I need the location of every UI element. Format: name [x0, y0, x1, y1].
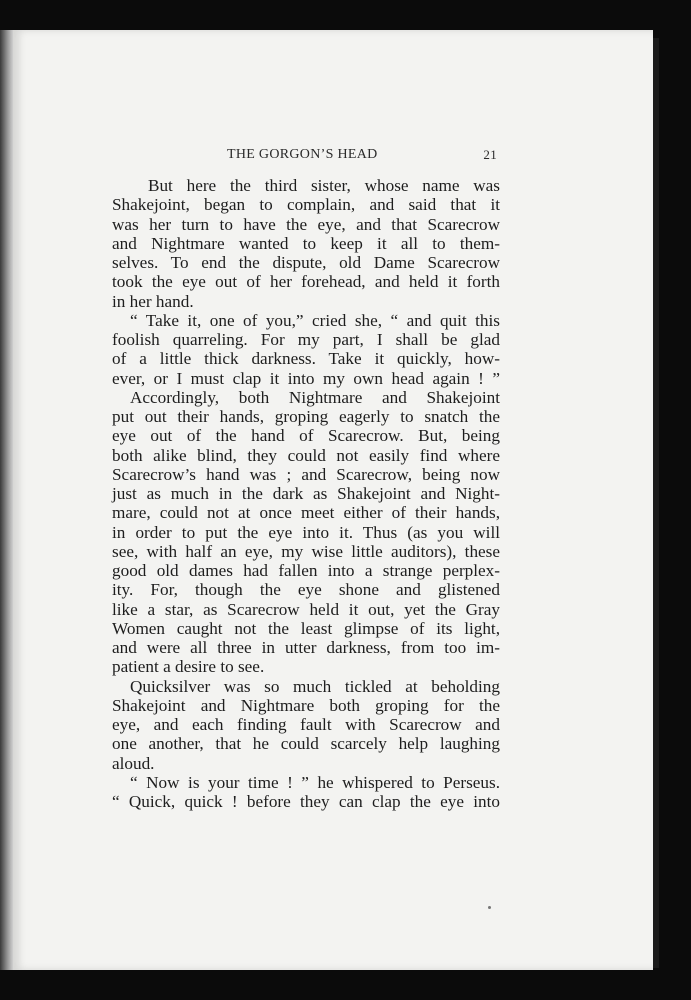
- text-line: both alike blind, they could not easily find where: [112, 445, 500, 465]
- text-line: put out their hands, groping eagerly to snatch the: [112, 407, 500, 426]
- text-line: was her turn to have the eye, and that Scarecrow: [112, 214, 500, 234]
- text-line: in her hand.: [112, 291, 194, 311]
- text-line: Shakejoint and Nightmare both groping for the: [112, 695, 500, 715]
- text-line: patient a desire to see.: [112, 657, 265, 677]
- text-line: Scarecrow’s hand was ; and Scarecrow, being now: [112, 464, 500, 484]
- text-line: ever, or I must clap it into my own head again ! ”: [112, 368, 500, 388]
- text-line: selves. To end the dispute, old Dame Scarecrow: [112, 253, 500, 272]
- text-line: Accordingly, both Nightmare and Shakejoint: [130, 387, 500, 407]
- text-line: one another, that he could scarcely help laughing: [112, 734, 500, 754]
- text-line: Quicksilver was so much tickled at beholding: [130, 676, 500, 696]
- text-line: eye, and each finding fault with Scarecrow and: [112, 715, 500, 734]
- text-line: But here the third sister, whose name was: [148, 176, 500, 195]
- page-number: 21: [483, 147, 497, 162]
- book-binding: [0, 30, 13, 970]
- text-line: “ Now is your time ! ” he whispered to Perseus.: [130, 772, 500, 792]
- text-line: in order to put the eye into it. Thus (as you will: [112, 522, 500, 542]
- text-line: good old dames had fallen into a strange perplex-: [112, 561, 500, 580]
- text-line: Shakejoint, began to complain, and said that it: [112, 195, 500, 215]
- page-body-text: [112, 176, 500, 811]
- text-line: and Nightmare wanted to keep it all to them-: [112, 233, 500, 253]
- text-line: foolish quarreling. For my part, I shall be glad: [112, 330, 500, 349]
- text-line: “ Take it, one of you,” cried she, “ and quit this: [130, 310, 500, 330]
- text-line: Women caught not the least glimpse of its light,: [112, 618, 500, 638]
- running-header: [227, 147, 497, 163]
- text-line: and were all three in utter darkness, from too im-: [112, 638, 500, 657]
- page-edge-shadow: [653, 38, 659, 968]
- running-header-title: THE GORGON’S HEAD: [227, 147, 378, 162]
- text-line: eye out of the hand of Scarecrow. But, being: [112, 426, 500, 446]
- speck: [488, 906, 491, 909]
- text-line: just as much in the dark as Shakejoint and Night-: [112, 484, 500, 503]
- text-line: see, with half an eye, my wise little auditors), these: [112, 541, 500, 561]
- text-line: like a star, as Scarecrow held it out, yet the Gray: [112, 599, 500, 619]
- text-line: of a little thick darkness. Take it quickly, how-: [112, 349, 500, 369]
- text-line: mare, could not at once meet either of their hands,: [112, 503, 500, 523]
- text-line: “ Quick, quick ! before they can clap the eye into: [112, 792, 500, 811]
- text-line: took the eye out of her forehead, and held it forth: [112, 272, 500, 292]
- text-line: ity. For, though the eye shone and glistened: [112, 580, 500, 600]
- text-line: aloud.: [112, 753, 155, 773]
